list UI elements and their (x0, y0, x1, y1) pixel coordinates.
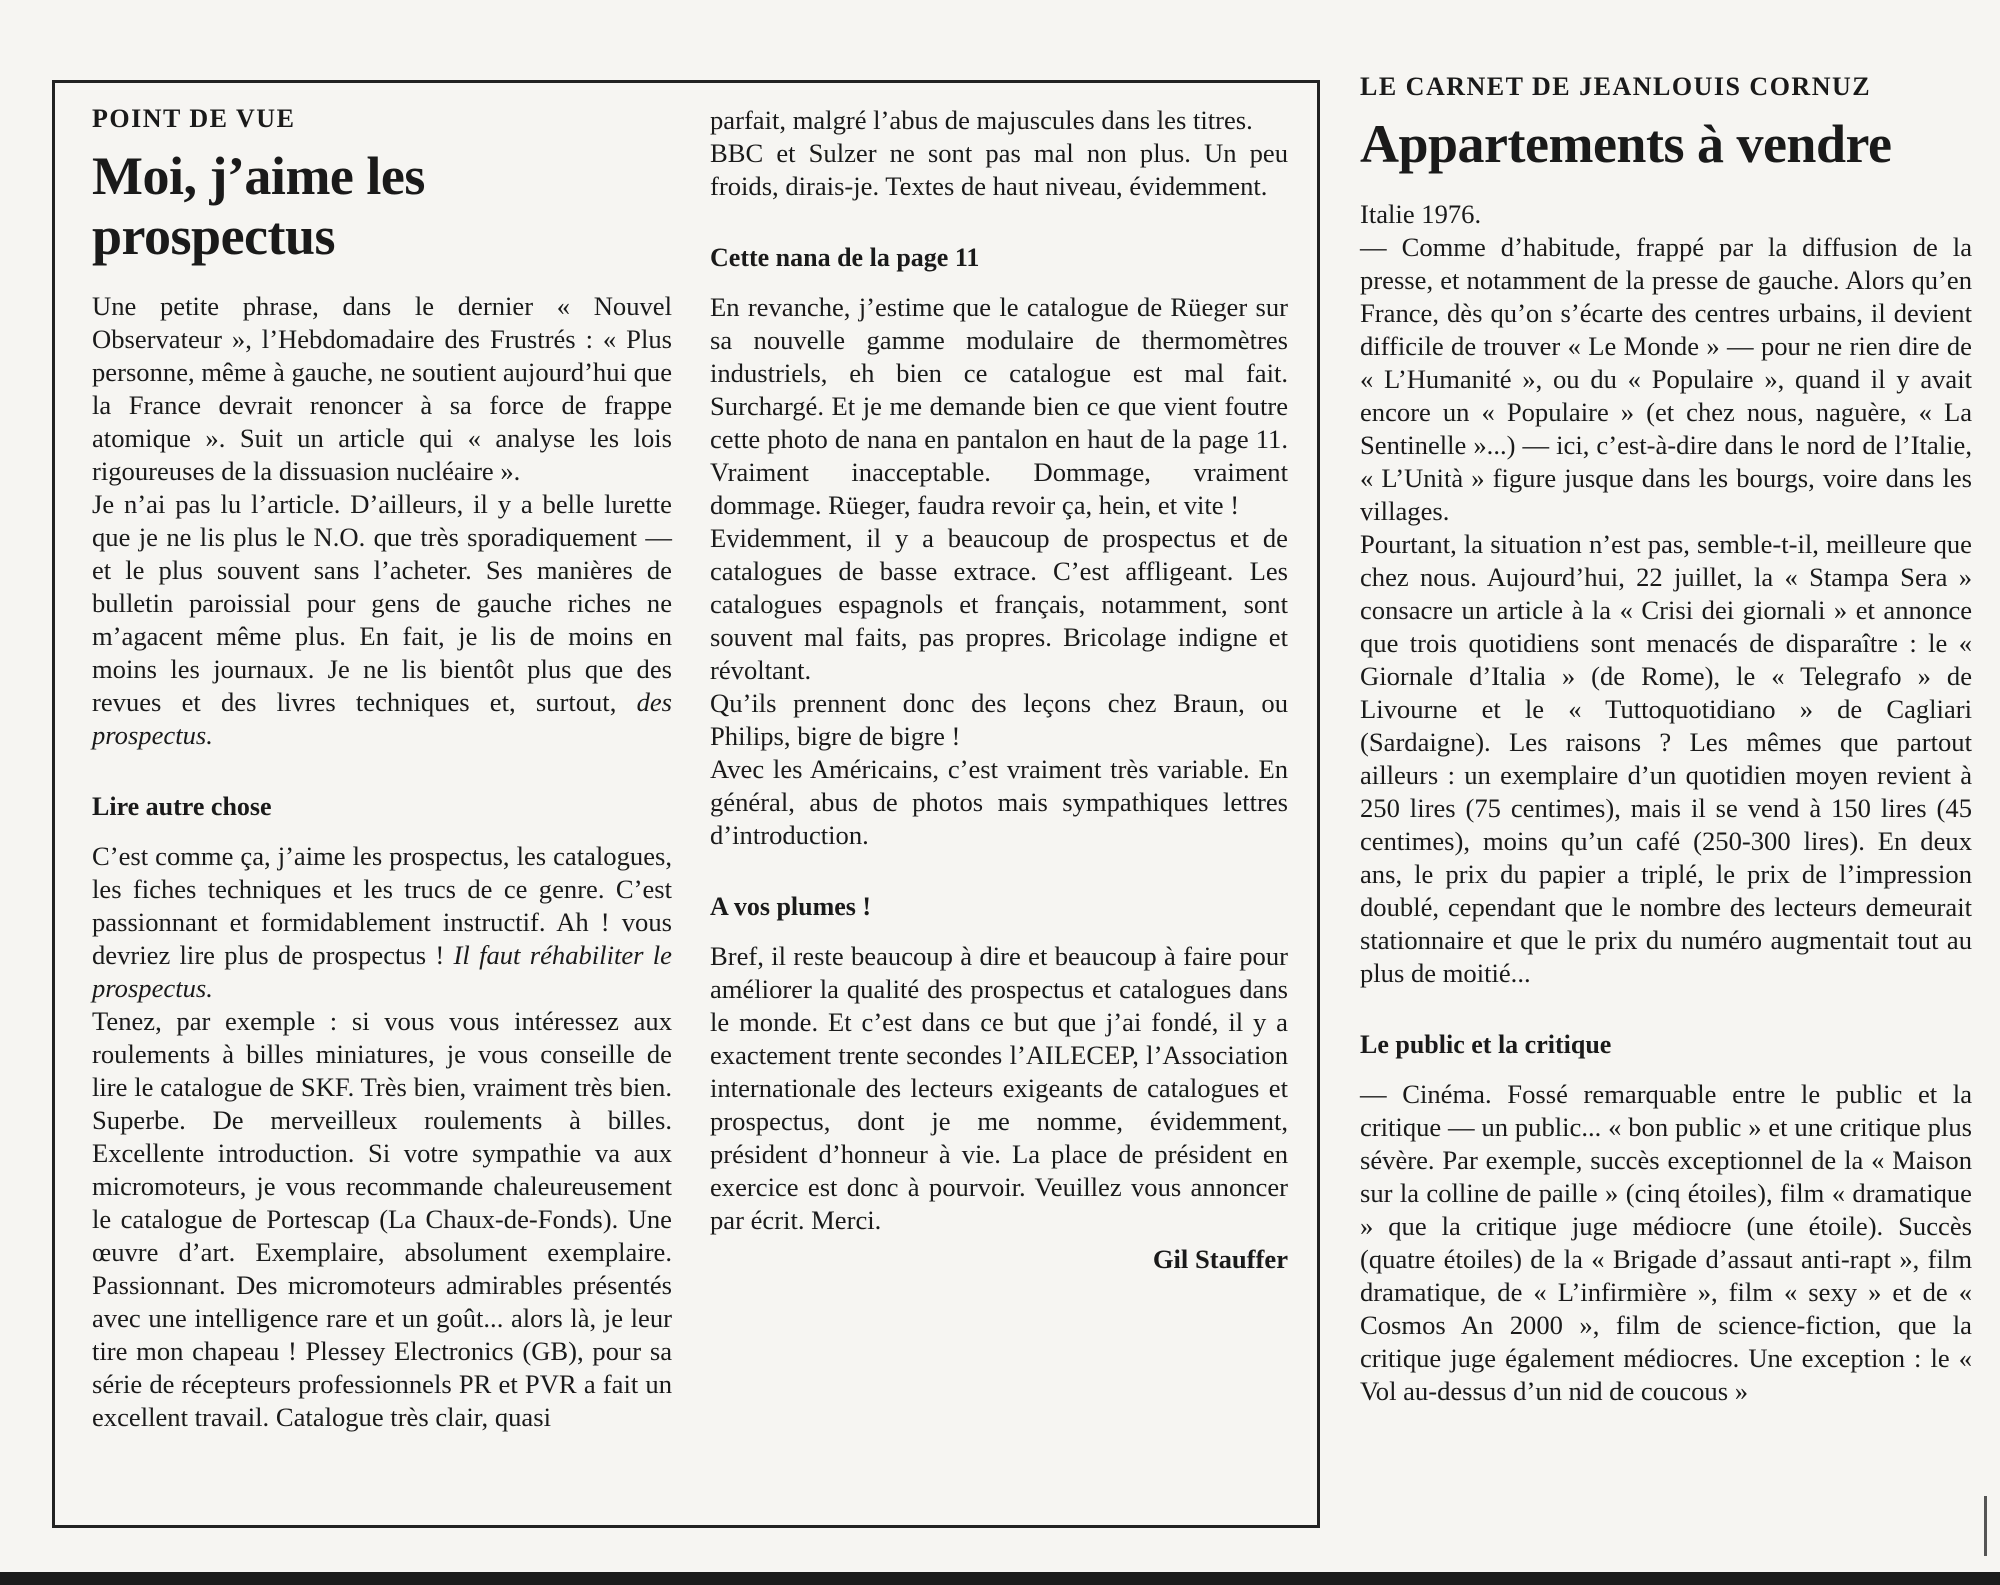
paragraph: Italie 1976. (1360, 199, 1482, 229)
left-article-column-1 (92, 104, 672, 1434)
paragraph: Avec les Américains, c’est vraiment très variable. En général, abus de photos mais sympathiques lettres d’introduction. (710, 754, 1288, 850)
paragraph: Une petite phrase, dans le dernier « Nouvel Observateur », l’Hebdomadaire des Frustrés : « Plus personne, même à gauche, ne soutient aujourd’hui que la France devrait renoncer à sa force de frappe atomique ». Suit un article qui « analyse les lois rigoureuses de la dissuasion nucléaire ». (92, 291, 672, 486)
paragraph: Pourtant, la situation n’est pas, semble-t-il, meilleure que chez nous. Aujourd’hui, 22 juillet, la « Stampa Sera » consacre un article à la « Crisi dei giornali » et annonce que trois quotidiens sont menacés de disparaître : le « Giornale d’Italia » (de Rome), le « Telegrafo » de Livourne et le « Tuttoquotidiano » de Cagliari (Sardaigne). Les raisons ? Les mêmes que partout ailleurs : un exemplaire d’un quotidien moyen revient à 250 lires (75 centimes), mais il se vend à 150 lires (45 centimes), moins qu’un café (250-300 lires). En deux ans, le prix du papier a triplé, le prix de l’impression doublé, cependant que le nombre des lecteurs demeurait stationnaire et que le prix du numéro augmentait tout au plus de moitié... (1360, 529, 1972, 988)
paragraph: Tenez, par exemple : si vous vous intéressez aux roulements à billes miniatures, je vous conseille de lire le catalogue de SKF. Très bien, vraiment très bien. Superbe. De merveilleux roulements à billes. Excellente introduction. Si votre sympathie va aux micromoteurs, je vous recommande chaleureusement le catalogue de Portescap (La Chaux-de-Fonds). Une œuvre d’art. Exemplaire, absolument exemplaire. Passionnant. Des micromoteurs admirables présentés avec une intelligence rare et un goût... alors là, je leur tire mon chapeau ! Plessey Electronics (GB), pour sa série de récepteurs professionnels PR et PVR a fait un excellent travail. Catalogue très clair, quasi (92, 1006, 672, 1432)
paragraph: C’est comme ça, j’aime les prospectus, les catalogues, les fiches techniques et les trucs de ce genre. C’est passionnant et formidablement instructif. Ah ! vous devriez lire plus de prospectus ! Il faut réhabiliter le prospectus. (92, 841, 672, 1003)
subheading-le-public: Le public et la critique (1360, 1030, 1612, 1059)
paragraph: — Cinéma. Fossé remarquable entre le public et la critique — un public... « bon public » et une critique plus sévère. Par exemple, succès exceptionnel de la « Maison sur la colline de paille » (cinq étoiles), film « dramatique » que la critique juge médiocre (une étoile). Succès (quatre étoiles) de la « Brigade d’assaut anti-rapt », film dramatique, de « L’infirmière », film « sexy » et de « Cosmos An 2000 », film de science-fiction, que la critique juge également médiocres. Une exception : le « Vol au-dessus d’un nid de coucous » (1360, 1079, 1972, 1406)
paragraph: BBC et Sulzer ne sont pas mal non plus. Un peu froids, dirais-je. Textes de haut niveau, évidemment. (710, 138, 1288, 201)
right-article-title: Appartements à vendre (1360, 114, 1892, 174)
paragraph: Bref, il reste beaucoup à dire et beaucoup à faire pour améliorer la qualité des prospectus et catalogues dans le monde. Et c’est dans ce but que j’ai fondé, il y a exactement trente secondes l’AILECEP, l’Association internationale des lecteurs exigeants de catalogues et prospectus, dont je me nomme, évidemment, président d’honneur à vie. La place de président en exercice est donc à pourvoir. Veuillez vous annoncer par écrit. Merci. (710, 941, 1288, 1235)
subheading-cette-nana: Cette nana de la page 11 (710, 243, 980, 272)
right-article-kicker: LE CARNET DE JEANLOUIS CORNUZ (1360, 72, 1872, 101)
left-article-column-2 (710, 104, 1288, 1276)
paragraph: — Comme d’habitude, frappé par la diffusion de la presse, et notamment de la presse de gauche. Alors qu’en France, dès qu’on s’écarte des centres urbains, il devient difficile de trouver « Le Monde » — pour ne rien dire de « L’Humanité », ou du « Populaire », quand il y avait encore un « Populaire » (et chez nous, naguère, « La Sentinelle »...) — ici, c’est-à-dire dans le nord de l’Italie, « L’Unità » figure jusque dans les bourgs, voire dans les villages. (1360, 232, 1972, 526)
page-bottom-edge (0, 1572, 2000, 1585)
right-article-column (1360, 72, 1972, 1408)
subheading-lire-autre-chose: Lire autre chose (92, 792, 272, 821)
paragraph: En revanche, j’estime que le catalogue de Rüeger sur sa nouvelle gamme modulaire de thermomètres industriels, eh bien ce catalogue est mal fait. Surchargé. Et je me demande bien ce que vient foutre cette photo de nana en pantalon en haut de la page 11. Vraiment inacceptable. Dommage, vraiment dommage. Rüeger, faudra revoir ça, hein, et vite ! (710, 292, 1288, 520)
paragraph: Qu’ils prennent donc des leçons chez Braun, ou Philips, bigre de bigre ! (710, 688, 1288, 751)
left-article-kicker: POINT DE VUE (92, 104, 296, 133)
paragraph: Evidemment, il y a beaucoup de prospectus et de catalogues de basse extrace. C’est affligeant. Les catalogues espagnols et français, notamment, sont souvent mal faits, pas propres. Bricolage indigne et révoltant. (710, 523, 1288, 685)
paragraph: parfait, malgré l’abus de majuscules dans les titres. (710, 105, 1253, 135)
paragraph: Je n’ai pas lu l’article. D’ailleurs, il y a belle lurette que je ne lis plus le N.O. que très sporadiquement — et le plus souvent sans l’acheter. Ses manières de bulletin paroissial pour gens de gauche riches ne m’agacent même plus. En fait, je lis de moins en moins les journaux. Je ne lis bientôt plus que des revues et des livres techniques et, surtout, des prospectus. (92, 489, 673, 750)
left-article-title: Moi, j’aime les prospectus (92, 146, 425, 266)
subheading-a-vos-plumes: A vos plumes ! (710, 892, 872, 921)
page-edge-mark (1984, 1496, 1987, 1556)
author-signature: Gil Stauffer (1152, 1244, 1288, 1274)
